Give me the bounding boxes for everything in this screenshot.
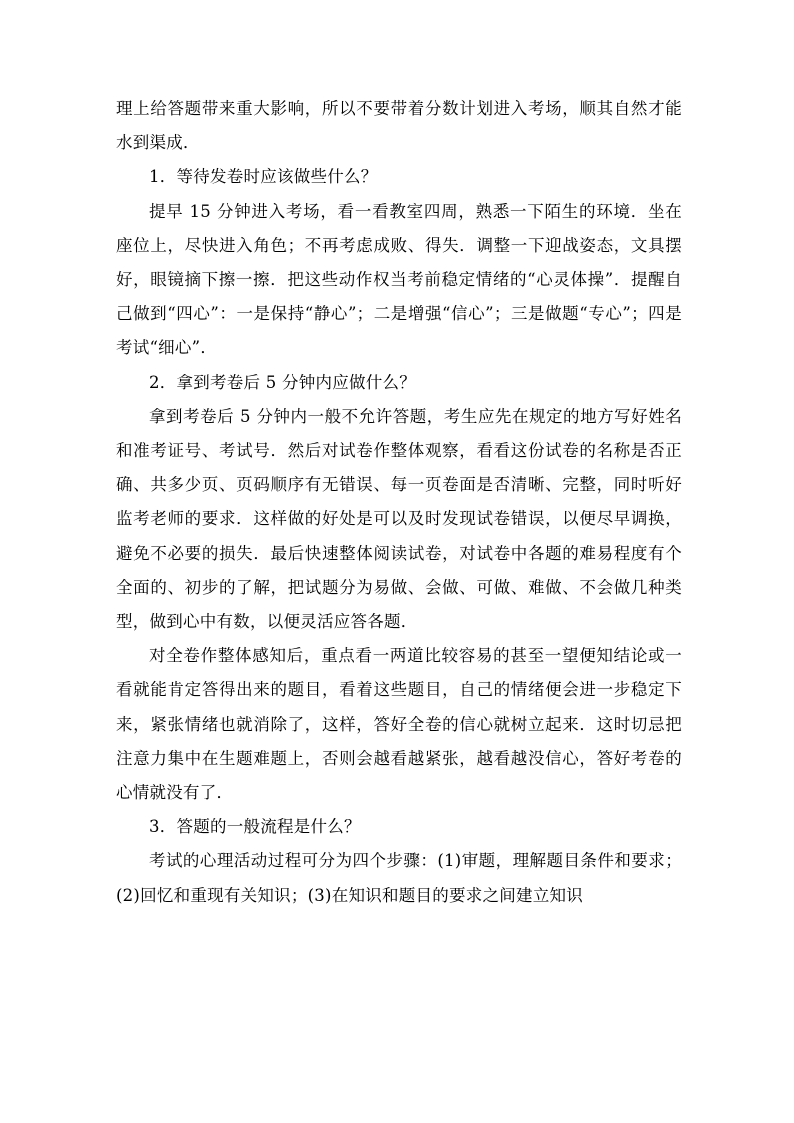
paragraph-answer-process: 考试的心理活动过程可分为四个步骤：(1)审题，理解题目条件和要求；(2)回忆和重现有关知识；(3)在知识和题目的要求之间建立知识 [116, 851, 682, 905]
section-heading-1: 1．等待发卷时应该做些什么？ [149, 167, 378, 187]
section-heading-2: 2．拿到考卷后 5 分钟内应做什么？ [149, 372, 416, 392]
paragraph-first-five-minutes: 拿到考卷后 5 分钟内一般不允许答题，考生应先在规定的地方写好姓名和准考证号、考试号．然后对试卷作整体观察，看看这份试卷的名称是否正确、共多少页、页码顺序有无错误、每一页卷面是否清晰、完整，同时听好监考老师的要求．这样做的好处是可以及时发现试卷错误，以便尽早调换，避免不必要的损失．最后快速整体阅读试卷，对试卷中各题的难易程度有个全面的、初步的了解，把试题分为易做、会做、可做、难做、不会做几种类型，做到心中有数，以便灵活应答各题． [116, 406, 682, 632]
section-heading-3: 3．答题的一般流程是什么？ [149, 817, 361, 837]
paragraph-waiting-for-paper: 提早 15 分钟进入考场，看一看教室四周，熟悉一下陌生的环境．坐在座位上，尽快进入角色；不再考虑成败、得失．调整一下迎战姿态，文具摆好，眼镜摘下擦一擦．把这些动作权当考前稳定情绪的“心灵体操”．提醒自己做到“四心”：一是保持“静心”；二是增强“信心”；三是做题“专心”；四是考试“细心”． [116, 201, 682, 358]
document-page [116, 92, 682, 913]
paragraph-overall-perception: 对全卷作整体感知后，重点看一两道比较容易的甚至一望便知结论或一看就能肯定答得出来的题目，看着这些题目，自己的情绪便会进一步稳定下来，紧张情绪也就消除了，这样，答好全卷的信心就树立起来．这时切忌把注意力集中在生题难题上，否则会越看越紧张，越看越没信心，答好考卷的心情就没有了． [116, 646, 682, 803]
paragraph-continuation: 理上给答题带来重大影响，所以不要带着分数计划进入考场，顺其自然才能水到渠成． [116, 99, 682, 153]
